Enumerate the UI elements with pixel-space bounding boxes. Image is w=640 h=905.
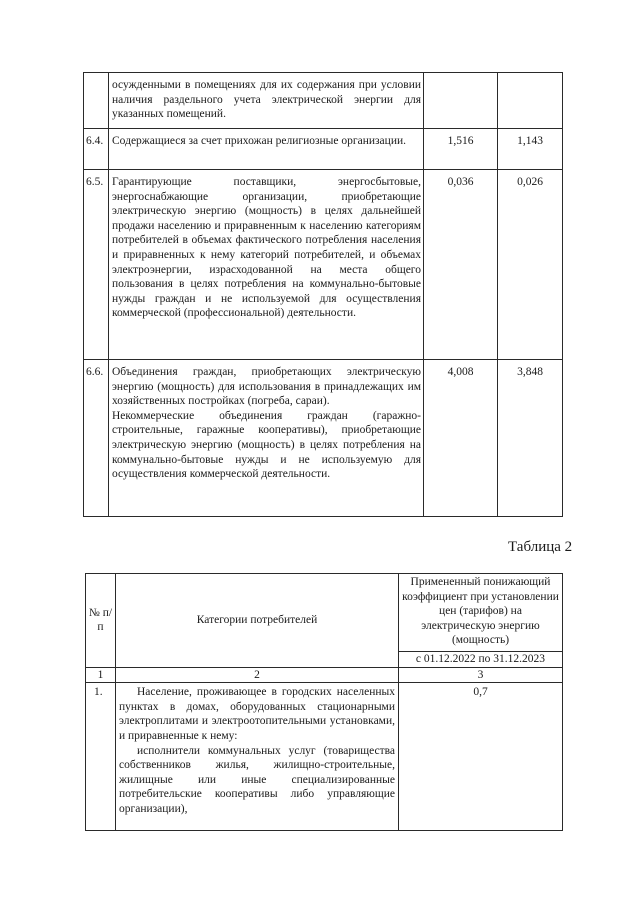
tariff-table-2 (85, 573, 563, 831)
header-row (86, 574, 563, 652)
header-coefficient: Примененный понижающий коэффициент при установлении цен (тарифов) на электрическую энергию (мощность) (399, 574, 563, 652)
row-category-part-2: Некоммерческие объединения граждан (гаражно-строительные, гаражные кооперативы), приобретающие электрическую энергию (мощность) в целях потребления на коммунально-бытовые нужды и не используемую для осуществления коммерческой деятельности. (112, 409, 421, 481)
row-number: 6.5. (84, 170, 109, 360)
row-category: Гарантирующие поставщики, энергосбытовые, энергоснабжающие организации, приобретающие электрическую энергию (мощность) в целях дальнейшей продажи населению и приравненным к населению категориям потребителей в объемах фактического потребления населения и приравненных к нему категорий потребителей, и объемах электроэнергии, израсходованной на места общего пользования в целях потребления на коммунально-бытовые нужды граждан и не используемой для осуществления коммерческой (профессиональной) деятельности. (109, 170, 424, 360)
row-category: Содержащиеся за счет прихожан религиозные организации. (109, 129, 424, 170)
header-period: с 01.12.2022 по 31.12.2023 (399, 652, 563, 668)
row-number: 6.4. (84, 129, 109, 170)
row-category-part-1: Население, проживающее в городских населенных пунктах в домах, оборудованных стационарными электроплитами и электроотопительными установками, и приравненные к нему: (119, 686, 395, 742)
tariff-table-1 (83, 72, 563, 517)
row-number (84, 73, 109, 129)
row-category (109, 360, 424, 517)
table-row (84, 73, 563, 129)
header-category: Категории потребителей (116, 574, 399, 668)
table-caption: Таблица 2 (508, 539, 573, 555)
row-coef-2: 0,026 (498, 170, 563, 360)
header-number: № п/п (86, 574, 116, 668)
index-cell: 1 (86, 667, 116, 683)
table-row (86, 683, 563, 831)
table-row (84, 170, 563, 360)
row-coef-2: 1,143 (498, 129, 563, 170)
row-coef-1: 1,516 (424, 129, 498, 170)
row-coef-2: 3,848 (498, 360, 563, 517)
row-coef-1: 4,008 (424, 360, 498, 517)
index-cell: 2 (116, 667, 399, 683)
table-row (84, 360, 563, 517)
row-coefficient: 0,7 (399, 683, 563, 831)
row-coef-2 (498, 73, 563, 129)
row-category: осужденными в помещениях для их содержания при условии наличия раздельного учета электрической энергии для указанных помещений. (109, 73, 424, 129)
row-coef-1 (424, 73, 498, 129)
row-category (116, 683, 399, 831)
index-cell: 3 (399, 667, 563, 683)
index-row (86, 667, 563, 683)
table-row (84, 129, 563, 170)
row-coef-1: 0,036 (424, 170, 498, 360)
row-number: 6.6. (84, 360, 109, 517)
row-category-part-2: исполнители коммунальных услуг (товарищества собственников жилья, жилищно-строительные, жилищные или иные специализированные потребительские кооперативы либо управляющие организации), (119, 744, 395, 815)
row-category-part-1: Объединения граждан, приобретающих электрическую энергию (мощность) для использования в принадлежащих им хозяйственных постройках (погреба, сараи). (112, 366, 421, 408)
row-number: 1. (86, 683, 116, 831)
